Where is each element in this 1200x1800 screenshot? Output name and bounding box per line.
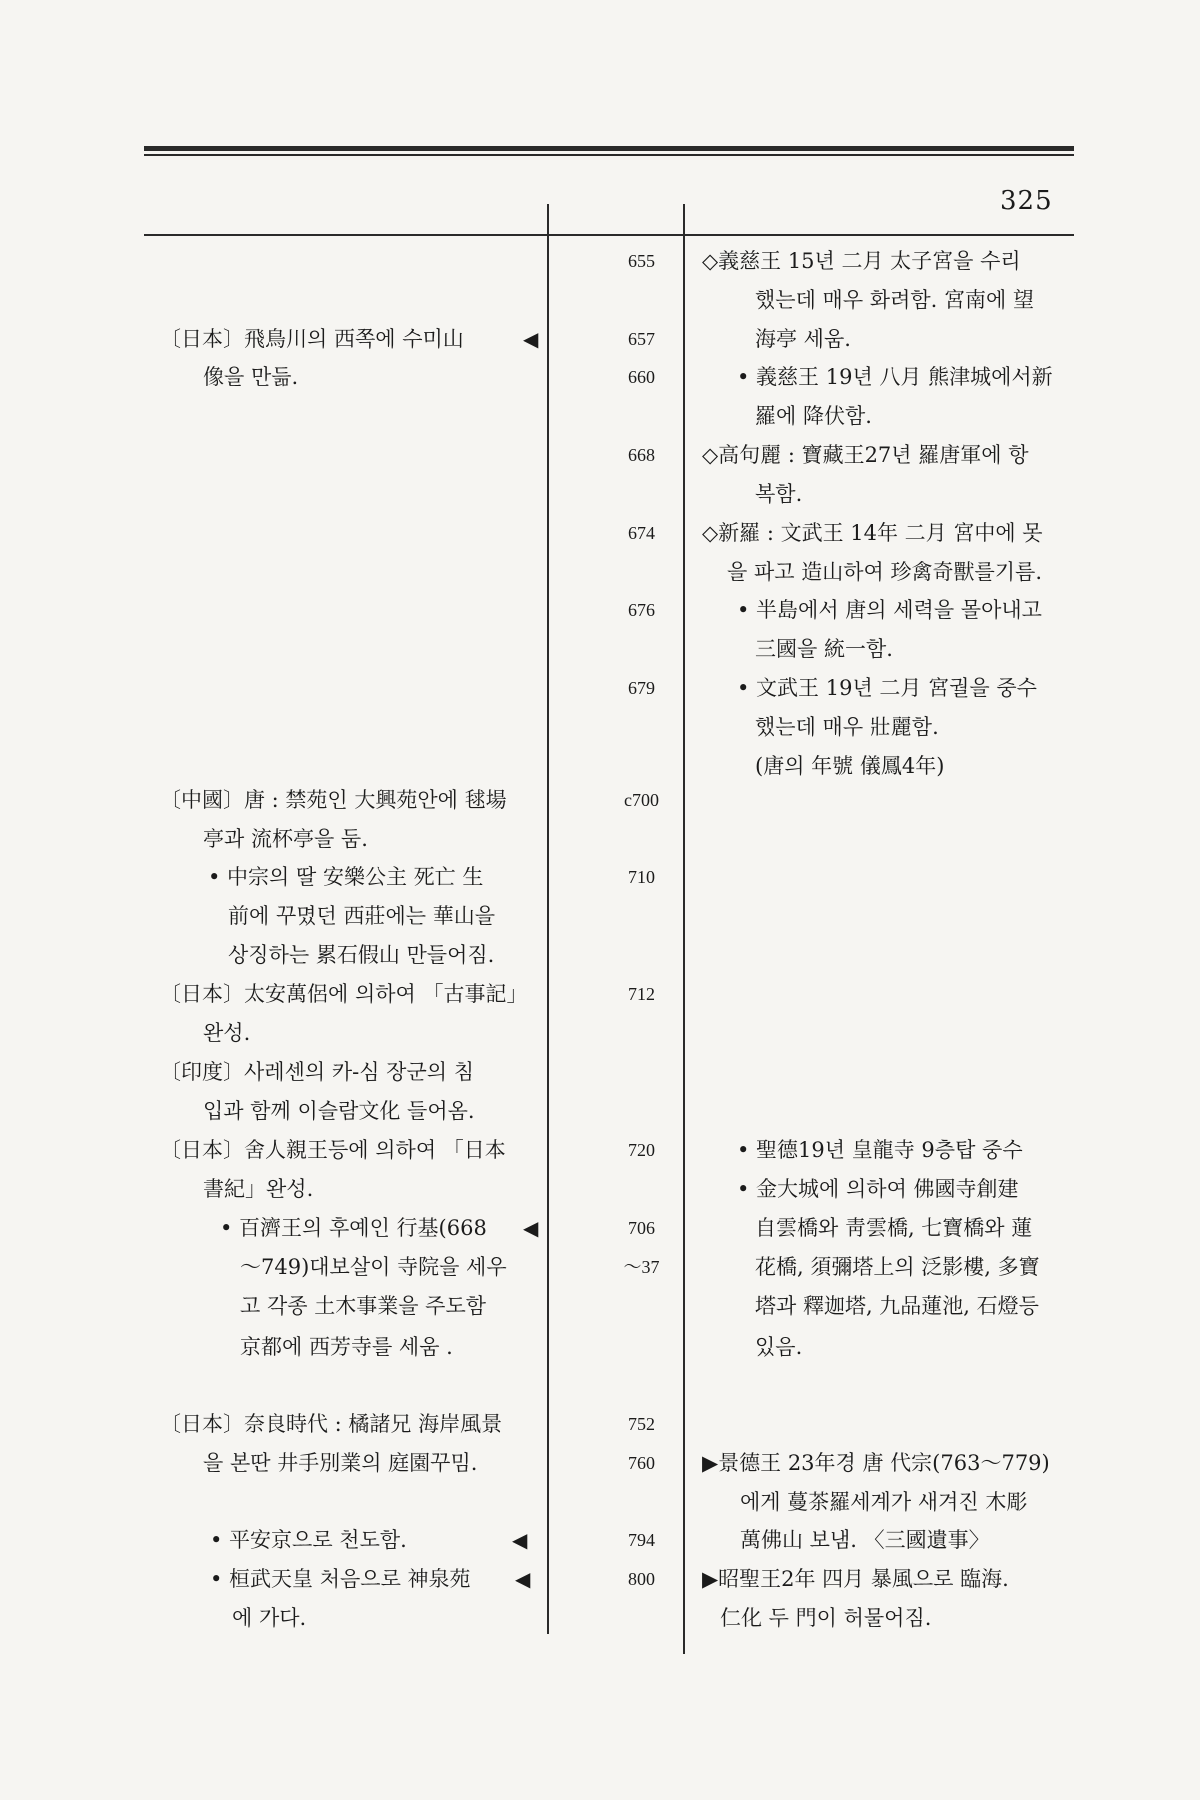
year-label: 660	[628, 367, 655, 387]
pointer-left-icon: ◀	[515, 1567, 531, 1591]
year-label: 706	[628, 1218, 655, 1238]
right-line: 花橋, 須彌塔上의 泛影樓, 多寶	[755, 1255, 1040, 1279]
year-label: 668	[628, 445, 655, 465]
left-line: 前에 꾸몄던 西莊에는 華山을	[228, 904, 496, 928]
year-label: 710	[628, 867, 655, 887]
left-line: 書紀」완성.	[203, 1177, 314, 1201]
year-label: 794	[628, 1530, 655, 1550]
right-line: 을 파고 造山하여 珍禽奇獸를기름.	[727, 560, 1042, 584]
right-line: 萬佛山 보냄. 〈三國遺事〉	[740, 1528, 990, 1552]
year-label: 720	[628, 1140, 655, 1160]
year-label: 752	[628, 1414, 655, 1434]
right-line: 自雲橋와 靑雲橋, 七寶橋와 蓮	[755, 1216, 1033, 1240]
right-line: 塔과 釋迦塔, 九品蓮池, 石燈등	[755, 1294, 1039, 1318]
left-line: 고 각종 土木事業을 주도함	[240, 1294, 487, 1318]
pointer-left-icon: ◀	[523, 1216, 539, 1240]
right-line: ◇高句麗 : 寶藏王27년 羅唐軍에 항	[702, 443, 1029, 467]
left-line: 〔日本〕太安萬侶에 의하여 「古事記」	[160, 982, 528, 1006]
left-line: 상징하는 累石假山 만들어짐.	[228, 943, 495, 967]
year-label: 800	[628, 1569, 655, 1589]
top-rule-thick	[144, 146, 1074, 151]
left-line: 완성.	[203, 1021, 251, 1045]
right-line: 羅에 降伏함.	[755, 404, 872, 428]
pointer-left-icon: ◀	[523, 327, 539, 351]
year-label: 760	[628, 1453, 655, 1473]
left-line: • 桓武天皇 처음으로 神泉苑	[210, 1567, 471, 1591]
right-line: • 金大城에 의하여 佛國寺創建	[737, 1177, 1019, 1201]
right-line: 三國을 統一함.	[755, 637, 893, 661]
top-rule-thin	[144, 154, 1074, 156]
left-line: • 中宗의 딸 安樂公主 死亡 生	[208, 865, 484, 889]
right-line: ◇義慈王 15년 二月 太子宮을 수리	[702, 249, 1021, 273]
right-line: • 義慈王 19년 八月 熊津城에서新	[737, 365, 1053, 389]
right-line: 있음.	[755, 1335, 803, 1359]
right-line: 에게 蔓茶羅세계가 새겨진 木彫	[740, 1490, 1028, 1514]
year-label: 655	[628, 251, 655, 271]
right-line: 仁化 두 門이 허물어짐.	[720, 1606, 932, 1630]
left-line: 〔日本〕舍人親王등에 의하여 「日本	[160, 1138, 506, 1162]
right-line: ◇新羅 : 文武王 14年 二月 宮中에 못	[702, 521, 1043, 545]
left-line: 〔日本〕飛鳥川의 西쪽에 수미山	[160, 327, 464, 351]
year-label: 657	[628, 329, 655, 349]
right-line: • 聖德19년 皇龍寺 9층탑 중수	[737, 1138, 1023, 1162]
left-line: 〔日本〕奈良時代 : 橘諸兄 海岸風景	[160, 1412, 503, 1436]
year-label: 674	[628, 523, 655, 543]
pointer-left-icon: ◀	[512, 1528, 528, 1552]
year-label: c700	[624, 790, 659, 810]
year-label: ～37	[623, 1257, 660, 1277]
right-line: (唐의 年號 儀鳳4年)	[755, 754, 945, 778]
left-line: ～749)대보살이 寺院을 세우	[240, 1255, 507, 1279]
left-line: 입과 함께 이슬람文化 들어옴.	[203, 1099, 475, 1123]
left-line: • 百濟王의 후예인 行基(668	[220, 1216, 487, 1240]
right-line: 했는데 매우 壯麗함.	[755, 715, 939, 739]
year-label: 712	[628, 984, 655, 1004]
right-line: • 半島에서 唐의 세력을 몰아내고	[737, 598, 1042, 622]
header-rule	[144, 234, 1074, 236]
page-number: 325	[1000, 186, 1053, 216]
left-line: 亭과 流杯亭을 둠.	[203, 827, 368, 851]
right-line: ▶景德王 23年경 唐 代宗(763～779)	[702, 1451, 1050, 1475]
right-line: 海亭 세움.	[755, 327, 851, 351]
left-line: 像을 만듦.	[203, 365, 299, 389]
left-line: 〔中國〕唐 : 禁苑인 大興苑안에 毬場	[160, 788, 507, 812]
left-line: • 平安京으로 천도함.	[210, 1528, 407, 1552]
left-line: 〔印度〕사레센의 카-심 장군의 침	[160, 1060, 474, 1084]
column-divider-left	[547, 204, 549, 1634]
right-line: ▶昭聖王2年 四月 暴風으로 臨海.	[702, 1567, 1009, 1591]
right-line: 복함.	[755, 482, 803, 506]
left-line: 京都에 西芳寺를 세움 .	[240, 1335, 453, 1359]
right-line: 했는데 매우 화려함. 宮南에 望	[755, 288, 1034, 312]
year-label: 676	[628, 600, 655, 620]
left-line: 에 가다.	[232, 1606, 307, 1630]
left-line: 을 본딴 井手別業의 庭園꾸밈.	[203, 1451, 478, 1475]
year-label: 679	[628, 678, 655, 698]
right-line: • 文武王 19년 二月 宮궐을 중수	[737, 676, 1037, 700]
